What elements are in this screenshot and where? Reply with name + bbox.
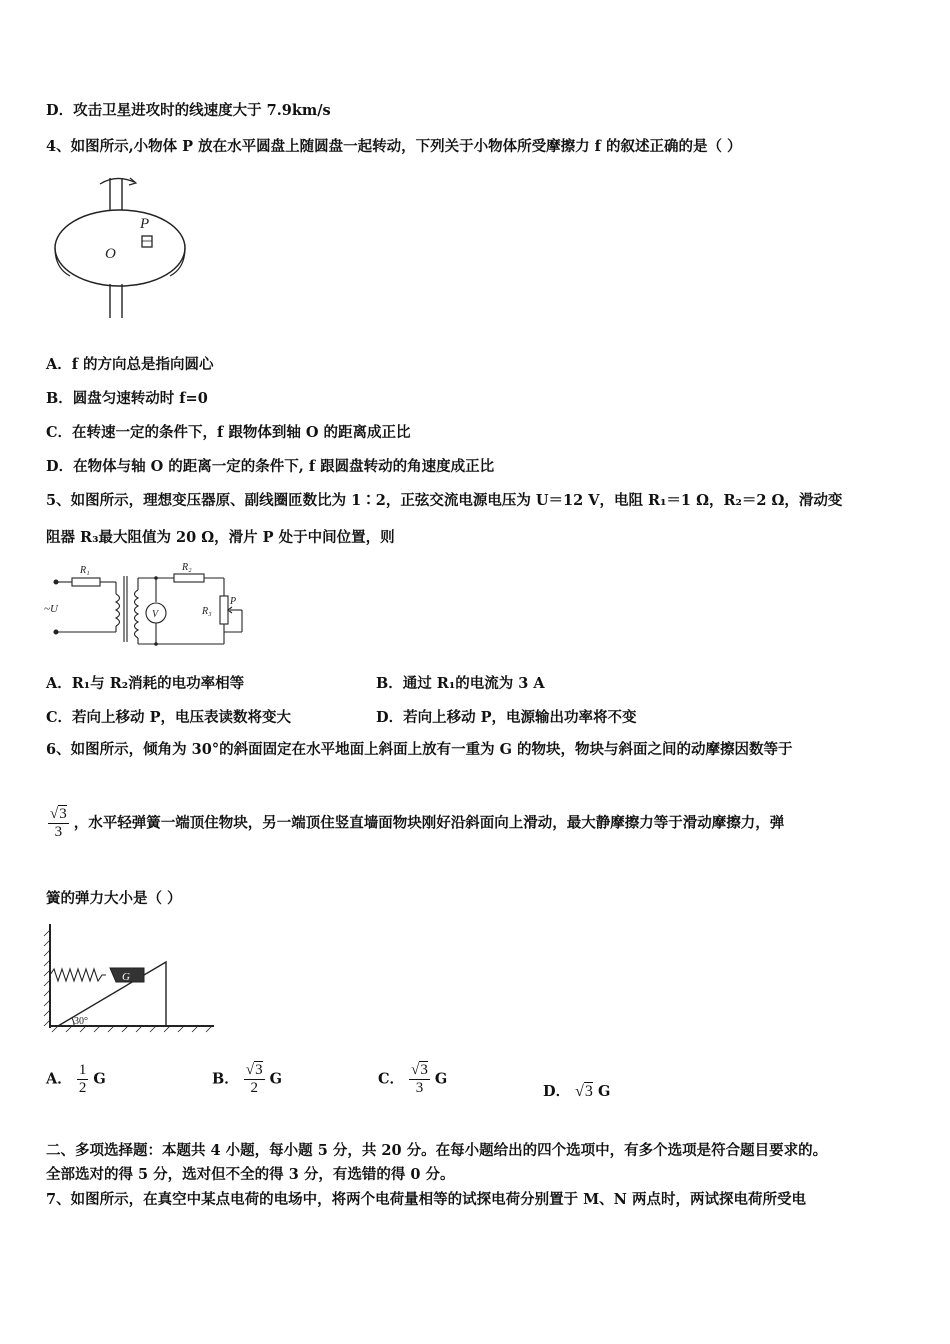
q6-option-b: B． $\frac{√3}{2}$ G	[212, 1062, 283, 1096]
q6-stem-line2: ，水平轻弹簧一端顶住物块，另一端顶住竖直墙面物块刚好沿斜面向上滑动，最大静摩擦力等于滑动摩擦力，弹	[73, 814, 785, 832]
q7-stem-line1: 7、如图所示，在真空中某点电荷的电场中，将两个电荷量相等的试探电荷分别置于 M、N 两点时，两试探电荷所受电	[46, 1191, 806, 1208]
label-source-u: ~U	[44, 603, 58, 615]
q6-stem-line3: 簧的弹力大小是（ ）	[46, 890, 182, 907]
q5-option-c: C．若向上移动 P，电压表读数将变大	[46, 709, 291, 726]
section2-line1: 二、多项选择题：本题共 4 小题，每小题 5 分，共 20 分。在每小题给出的四个选项中，有多个选项是符合题目要求的。	[46, 1142, 828, 1159]
label-r2: R₂	[182, 562, 192, 573]
q4-option-a: A．f 的方向总是指向圆心	[46, 356, 214, 373]
label-r3: R₃	[202, 606, 212, 617]
q6-stem-line2-row	[48, 806, 784, 841]
mu-denominator: 3	[54, 824, 63, 840]
q5-stem-line2: 阻器 R₃最大阻值为 20 Ω，滑片 P 处于中间位置，则	[46, 529, 395, 546]
block-p	[142, 236, 152, 247]
resistor-r1	[72, 578, 100, 586]
q5-option-b: B．通过 R₁的电流为 3 A	[376, 675, 545, 692]
label-angle: 30°	[74, 1016, 88, 1027]
label-r1: R₁	[80, 565, 90, 576]
rheostat-r3	[220, 596, 228, 624]
q5-option-d: D．若向上移动 P，电源输出功率将不变	[376, 709, 637, 726]
q6-option-a: A． $\frac{1}{2}$ G	[46, 1062, 106, 1096]
resistor-r2	[174, 574, 204, 582]
label-o: O	[105, 246, 116, 262]
q5-option-a: A．R₁与 R₂消耗的电功率相等	[46, 675, 245, 692]
q6-option-d: D． √3 G	[543, 1083, 611, 1100]
label-v: V	[152, 609, 159, 620]
q4-option-b: B．圆盘匀速转动时 f=0	[46, 390, 208, 407]
label-p: P	[230, 596, 237, 607]
label-p: P	[140, 216, 150, 232]
q6-incline-spring-figure	[44, 920, 216, 1034]
q6-stem-line1: 6、如图所示，倾角为 30°的斜面固定在水平地面上斜面上放有一重为 G 的物块，物块与斜面之间的动摩擦因数等于	[46, 741, 793, 758]
q3-option-d: D．攻击卫星进攻时的线速度大于 7.9km/s	[46, 102, 331, 119]
q5-transformer-circuit-figure	[46, 560, 256, 652]
q5-stem-line1: 5、如图所示，理想变压器原、副线圈匝数比为 1∶2，正弦交流电源电压为 U＝12 V，电阻 R₁＝1 Ω，R₂＝2 Ω，滑动变	[46, 492, 843, 509]
section2-line2: 全部选对的得 5 分，选对但不全的得 3 分，有选错的得 0 分。	[46, 1166, 455, 1183]
q4-stem: 4、如图所示,小物体 P 放在水平圆盘上随圆盘一起转动，下列关于小物体所受摩擦力 f 的叙述正确的是（ ）	[46, 138, 742, 155]
mu-fraction: $\frac{√3}{3}$	[50, 806, 67, 840]
label-block-g: G	[122, 971, 130, 983]
q4-option-d: D．在物体与轴 O 的距离一定的条件下, f 跟圆盘转动的角速度成正比	[46, 458, 495, 475]
rotation-arrow-icon	[100, 178, 134, 184]
q4-rotating-disc-figure	[50, 172, 200, 320]
q4-option-c: C．在转速一定的条件下，f 跟物体到轴 O 的距离成正比	[46, 424, 411, 441]
q6-option-c: C． $\frac{√3}{3}$ G	[378, 1062, 448, 1096]
mu-numerator: 3	[59, 806, 67, 822]
